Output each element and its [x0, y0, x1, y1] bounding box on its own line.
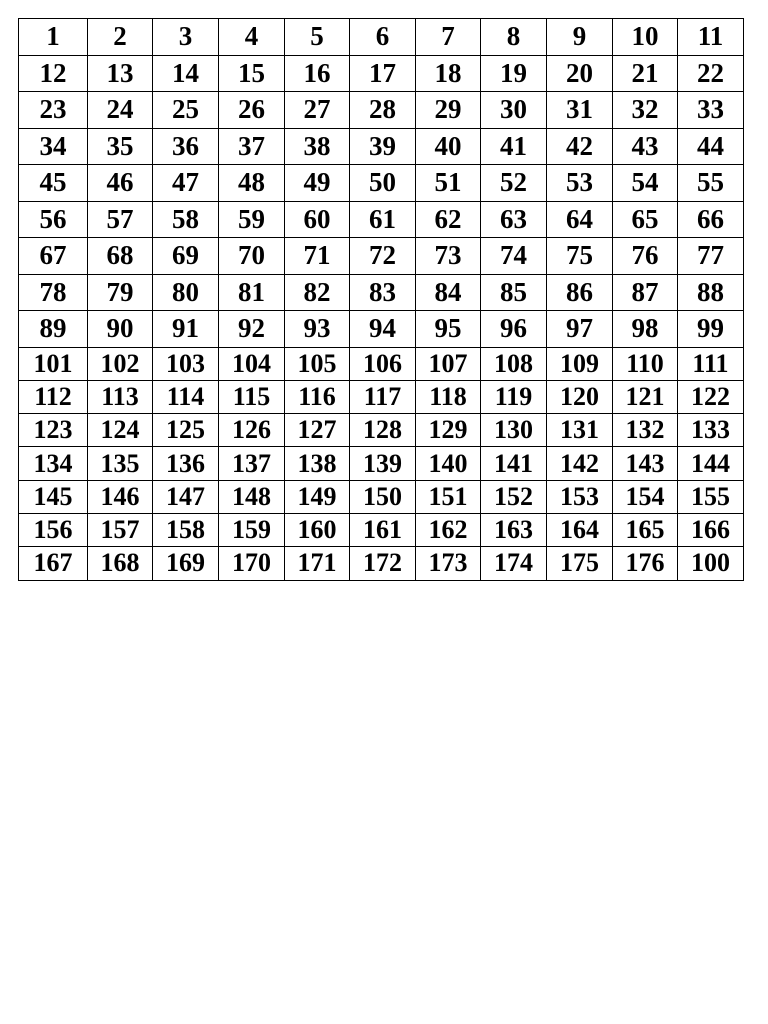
grid-cell: 23 — [19, 92, 88, 129]
grid-cell: 62 — [416, 201, 481, 238]
grid-cell: 120 — [547, 380, 613, 413]
grid-cell: 157 — [88, 513, 153, 546]
grid-cell: 90 — [88, 311, 153, 348]
grid-cell: 70 — [219, 238, 285, 275]
grid-cell: 89 — [19, 311, 88, 348]
grid-row — [19, 238, 744, 275]
grid-cell: 100 — [678, 547, 744, 580]
grid-cell: 49 — [285, 165, 350, 202]
grid-cell: 14 — [153, 55, 219, 92]
grid-cell: 43 — [613, 128, 678, 165]
grid-cell: 137 — [219, 447, 285, 480]
grid-cell: 142 — [547, 447, 613, 480]
grid-cell: 133 — [678, 414, 744, 447]
grid-cell: 13 — [88, 55, 153, 92]
grid-cell: 12 — [19, 55, 88, 92]
grid-cell: 113 — [88, 380, 153, 413]
grid-cell: 58 — [153, 201, 219, 238]
grid-cell: 69 — [153, 238, 219, 275]
grid-cell: 66 — [678, 201, 744, 238]
grid-cell: 99 — [678, 311, 744, 348]
grid-cell: 125 — [153, 414, 219, 447]
grid-row — [19, 19, 744, 56]
grid-cell: 38 — [285, 128, 350, 165]
grid-cell: 25 — [153, 92, 219, 129]
grid-row — [19, 347, 744, 380]
grid-cell: 98 — [613, 311, 678, 348]
grid-cell: 71 — [285, 238, 350, 275]
grid-cell: 174 — [481, 547, 547, 580]
grid-cell: 109 — [547, 347, 613, 380]
grid-cell: 10 — [613, 19, 678, 56]
grid-cell: 42 — [547, 128, 613, 165]
grid-cell: 108 — [481, 347, 547, 380]
grid-cell: 175 — [547, 547, 613, 580]
grid-cell: 68 — [88, 238, 153, 275]
grid-cell: 144 — [678, 447, 744, 480]
grid-cell: 16 — [285, 55, 350, 92]
grid-cell: 92 — [219, 311, 285, 348]
grid-cell: 166 — [678, 513, 744, 546]
grid-row — [19, 480, 744, 513]
grid-cell: 39 — [350, 128, 416, 165]
grid-cell: 9 — [547, 19, 613, 56]
grid-cell: 106 — [350, 347, 416, 380]
grid-cell: 116 — [285, 380, 350, 413]
grid-cell: 162 — [416, 513, 481, 546]
grid-cell: 79 — [88, 274, 153, 311]
grid-cell: 75 — [547, 238, 613, 275]
grid-cell: 40 — [416, 128, 481, 165]
grid-cell: 72 — [350, 238, 416, 275]
grid-cell: 140 — [416, 447, 481, 480]
grid-cell: 35 — [88, 128, 153, 165]
grid-cell: 149 — [285, 480, 350, 513]
grid-row — [19, 274, 744, 311]
grid-cell: 18 — [416, 55, 481, 92]
grid-cell: 30 — [481, 92, 547, 129]
grid-cell: 146 — [88, 480, 153, 513]
grid-cell: 47 — [153, 165, 219, 202]
grid-cell: 168 — [88, 547, 153, 580]
grid-cell: 37 — [219, 128, 285, 165]
grid-cell: 53 — [547, 165, 613, 202]
grid-cell: 155 — [678, 480, 744, 513]
grid-cell: 84 — [416, 274, 481, 311]
grid-cell: 34 — [19, 128, 88, 165]
grid-cell: 163 — [481, 513, 547, 546]
grid-cell: 45 — [19, 165, 88, 202]
grid-cell: 96 — [481, 311, 547, 348]
grid-cell: 6 — [350, 19, 416, 56]
grid-cell: 161 — [350, 513, 416, 546]
grid-cell: 112 — [19, 380, 88, 413]
grid-cell: 156 — [19, 513, 88, 546]
grid-cell: 158 — [153, 513, 219, 546]
grid-cell: 1 — [19, 19, 88, 56]
grid-cell: 64 — [547, 201, 613, 238]
grid-cell: 114 — [153, 380, 219, 413]
grid-cell: 24 — [88, 92, 153, 129]
grid-cell: 26 — [219, 92, 285, 129]
grid-cell: 63 — [481, 201, 547, 238]
grid-cell: 97 — [547, 311, 613, 348]
grid-cell: 101 — [19, 347, 88, 380]
grid-cell: 130 — [481, 414, 547, 447]
grid-cell: 87 — [613, 274, 678, 311]
grid-row — [19, 311, 744, 348]
grid-cell: 129 — [416, 414, 481, 447]
grid-cell: 95 — [416, 311, 481, 348]
grid-cell: 74 — [481, 238, 547, 275]
grid-cell: 46 — [88, 165, 153, 202]
grid-cell: 19 — [481, 55, 547, 92]
grid-cell: 167 — [19, 547, 88, 580]
grid-row — [19, 380, 744, 413]
grid-cell: 141 — [481, 447, 547, 480]
grid-row — [19, 92, 744, 129]
grid-cell: 36 — [153, 128, 219, 165]
grid-cell: 81 — [219, 274, 285, 311]
grid-cell: 176 — [613, 547, 678, 580]
grid-cell: 134 — [19, 447, 88, 480]
grid-cell: 78 — [19, 274, 88, 311]
grid-cell: 102 — [88, 347, 153, 380]
grid-cell: 159 — [219, 513, 285, 546]
grid-cell: 118 — [416, 380, 481, 413]
grid-cell: 51 — [416, 165, 481, 202]
grid-cell: 132 — [613, 414, 678, 447]
grid-cell: 20 — [547, 55, 613, 92]
grid-cell: 105 — [285, 347, 350, 380]
grid-cell: 121 — [613, 380, 678, 413]
grid-cell: 150 — [350, 480, 416, 513]
grid-cell: 148 — [219, 480, 285, 513]
grid-cell: 169 — [153, 547, 219, 580]
grid-cell: 59 — [219, 201, 285, 238]
grid-cell: 52 — [481, 165, 547, 202]
grid-cell: 73 — [416, 238, 481, 275]
grid-cell: 50 — [350, 165, 416, 202]
grid-cell: 152 — [481, 480, 547, 513]
grid-cell: 110 — [613, 347, 678, 380]
grid-cell: 119 — [481, 380, 547, 413]
grid-cell: 7 — [416, 19, 481, 56]
grid-cell: 117 — [350, 380, 416, 413]
grid-cell: 131 — [547, 414, 613, 447]
grid-row — [19, 165, 744, 202]
grid-cell: 32 — [613, 92, 678, 129]
grid-cell: 44 — [678, 128, 744, 165]
grid-cell: 80 — [153, 274, 219, 311]
grid-cell: 173 — [416, 547, 481, 580]
grid-row — [19, 201, 744, 238]
grid-row — [19, 414, 744, 447]
grid-cell: 151 — [416, 480, 481, 513]
grid-cell: 61 — [350, 201, 416, 238]
grid-cell: 136 — [153, 447, 219, 480]
grid-cell: 41 — [481, 128, 547, 165]
grid-cell: 67 — [19, 238, 88, 275]
grid-cell: 126 — [219, 414, 285, 447]
grid-cell: 8 — [481, 19, 547, 56]
grid-cell: 5 — [285, 19, 350, 56]
grid-cell: 85 — [481, 274, 547, 311]
grid-cell: 54 — [613, 165, 678, 202]
grid-cell: 128 — [350, 414, 416, 447]
grid-cell: 29 — [416, 92, 481, 129]
number-grid — [18, 18, 744, 581]
grid-cell: 3 — [153, 19, 219, 56]
grid-cell: 88 — [678, 274, 744, 311]
grid-row — [19, 547, 744, 580]
grid-cell: 33 — [678, 92, 744, 129]
grid-cell: 143 — [613, 447, 678, 480]
grid-cell: 153 — [547, 480, 613, 513]
grid-cell: 172 — [350, 547, 416, 580]
grid-cell: 28 — [350, 92, 416, 129]
grid-cell: 107 — [416, 347, 481, 380]
grid-cell: 82 — [285, 274, 350, 311]
grid-cell: 115 — [219, 380, 285, 413]
grid-cell: 11 — [678, 19, 744, 56]
grid-cell: 48 — [219, 165, 285, 202]
grid-cell: 123 — [19, 414, 88, 447]
grid-cell: 4 — [219, 19, 285, 56]
grid-row — [19, 447, 744, 480]
grid-cell: 15 — [219, 55, 285, 92]
grid-cell: 122 — [678, 380, 744, 413]
grid-cell: 164 — [547, 513, 613, 546]
grid-cell: 139 — [350, 447, 416, 480]
grid-row — [19, 55, 744, 92]
grid-cell: 104 — [219, 347, 285, 380]
grid-cell: 60 — [285, 201, 350, 238]
grid-cell: 171 — [285, 547, 350, 580]
grid-cell: 21 — [613, 55, 678, 92]
grid-cell: 86 — [547, 274, 613, 311]
grid-cell: 55 — [678, 165, 744, 202]
grid-cell: 145 — [19, 480, 88, 513]
grid-cell: 111 — [678, 347, 744, 380]
grid-cell: 31 — [547, 92, 613, 129]
grid-cell: 147 — [153, 480, 219, 513]
grid-cell: 65 — [613, 201, 678, 238]
grid-cell: 27 — [285, 92, 350, 129]
grid-cell: 135 — [88, 447, 153, 480]
grid-row — [19, 513, 744, 546]
grid-cell: 83 — [350, 274, 416, 311]
grid-cell: 2 — [88, 19, 153, 56]
grid-row — [19, 128, 744, 165]
grid-cell: 127 — [285, 414, 350, 447]
grid-cell: 154 — [613, 480, 678, 513]
grid-body — [19, 19, 744, 581]
grid-cell: 160 — [285, 513, 350, 546]
grid-cell: 94 — [350, 311, 416, 348]
grid-cell: 91 — [153, 311, 219, 348]
grid-cell: 93 — [285, 311, 350, 348]
grid-cell: 138 — [285, 447, 350, 480]
grid-cell: 77 — [678, 238, 744, 275]
grid-cell: 170 — [219, 547, 285, 580]
grid-cell: 103 — [153, 347, 219, 380]
grid-cell: 57 — [88, 201, 153, 238]
grid-cell: 76 — [613, 238, 678, 275]
grid-cell: 56 — [19, 201, 88, 238]
grid-cell: 17 — [350, 55, 416, 92]
grid-cell: 165 — [613, 513, 678, 546]
grid-cell: 22 — [678, 55, 744, 92]
grid-cell: 124 — [88, 414, 153, 447]
